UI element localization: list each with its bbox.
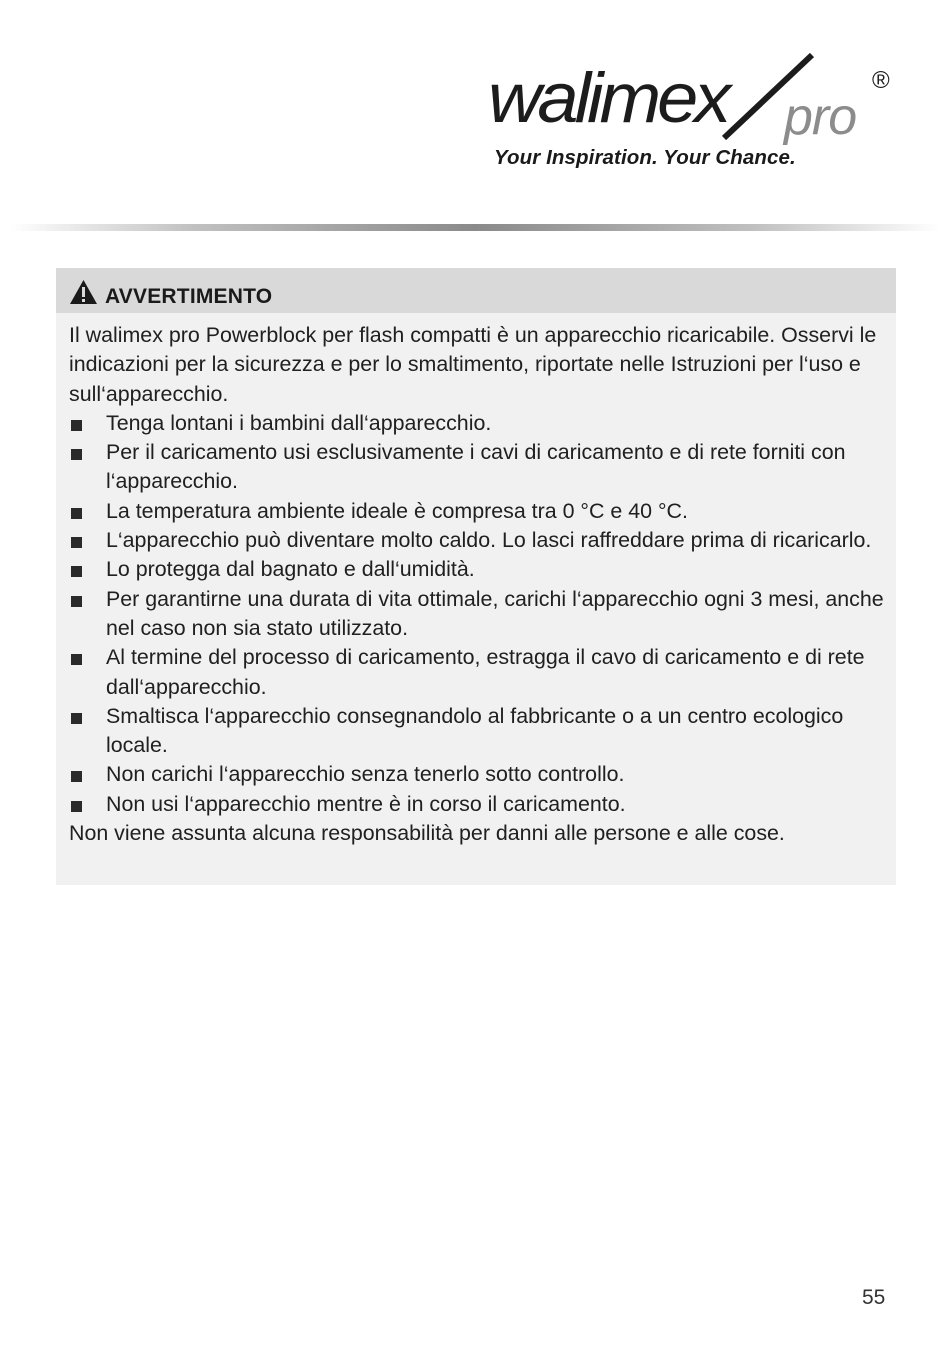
warning-title: AVVERTIMENTO (105, 285, 273, 308)
warning-body (56, 313, 896, 848)
list-item-text: Non usi l‘apparecchio mentre è in corso il caricamento. (106, 791, 626, 816)
bullet-square-icon (71, 449, 82, 460)
list-item (69, 409, 884, 438)
list-item (69, 790, 884, 819)
list-item-text: Tenga lontani i bambini dall‘apparecchio. (106, 410, 492, 435)
list-item (69, 526, 884, 555)
list-item-text: Al termine del processo di caricamento, estragga il cavo di caricamento e di rete dall‘apparecchio. (106, 645, 865, 699)
list-item (69, 702, 884, 761)
list-item (69, 555, 884, 584)
page-number: 55 (862, 1286, 886, 1309)
walimex-pro-logo (488, 50, 908, 180)
list-item-text: Per il caricamento usi esclusivamente i cavi di caricamento e di rete forniti con l‘apparecchio. (106, 440, 846, 494)
registered-mark: ® (872, 67, 890, 94)
warning-box (56, 268, 896, 885)
bullet-square-icon (71, 508, 82, 519)
bullet-square-icon (71, 771, 82, 782)
list-item (69, 497, 884, 526)
list-item-text: L‘apparecchio può diventare molto caldo. Lo lasci raffreddare prima di ricaricarlo. (106, 528, 872, 553)
logo-tagline: Your Inspiration. Your Chance. (494, 146, 796, 169)
header-divider (10, 224, 940, 231)
list-item (69, 643, 884, 702)
list-item (69, 585, 884, 644)
warning-intro: Il walimex pro Powerblock per flash compatti è un apparecchio ricaricabile. Osservi le indicazioni per la sicurezza e per lo smaltimento, riportate nelle Istruzioni per l‘uso e sull‘apparecchio. (69, 323, 877, 406)
list-item-text: Lo protegga dal bagnato e dall‘umidità. (106, 557, 475, 582)
list-item-text: Smaltisca l‘apparecchio consegnandolo al fabbricante o a un centro ecologico locale. (106, 703, 844, 758)
logo-main-text: walimex (488, 59, 728, 138)
bullet-square-icon (71, 566, 82, 577)
bullet-square-icon (71, 801, 82, 812)
list-item-text: Per garantirne una durata di vita ottimale, carichi l‘apparecchio ogni 3 mesi, anche nel caso non sia stato utilizzato. (106, 586, 884, 640)
bullet-square-icon (71, 654, 82, 665)
warning-footer: Non viene assunta alcuna responsabilità per danni alle persone e alle cose. (69, 821, 785, 846)
list-item (69, 438, 884, 497)
list-item (69, 760, 884, 789)
logo-suffix-text: pro (784, 88, 857, 146)
logo-wordmark (488, 50, 908, 150)
bullet-square-icon (71, 537, 82, 548)
warning-triangle-icon (69, 279, 98, 305)
bullet-square-icon (71, 596, 82, 607)
bullet-square-icon (71, 713, 82, 724)
list-item-text: Non carichi l‘apparecchio senza tenerlo sotto controllo. (106, 762, 625, 787)
list-item-text: La temperatura ambiente ideale è compresa tra 0 °C e 40 °C. (106, 498, 688, 523)
warning-list (69, 409, 884, 819)
warning-header (56, 268, 896, 313)
bullet-square-icon (71, 420, 82, 431)
